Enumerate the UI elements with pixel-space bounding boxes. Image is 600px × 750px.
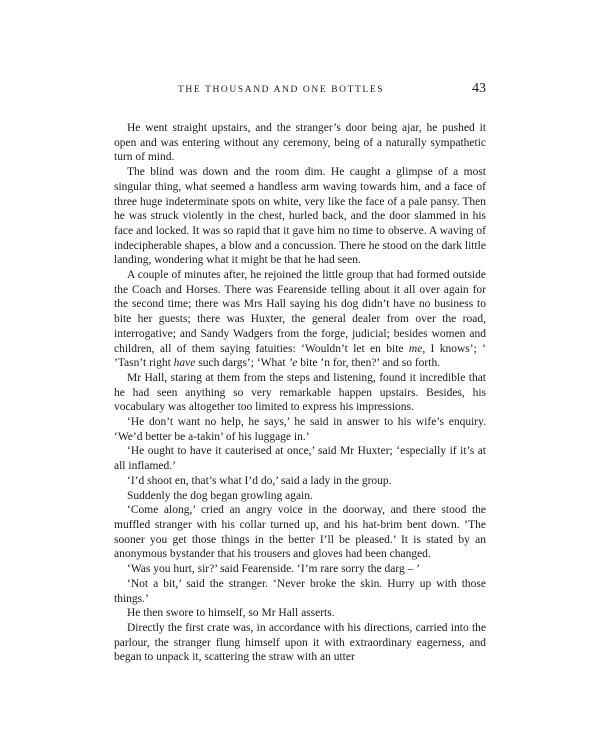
text-run: , I knows’; ‘ ’Tasn’t right xyxy=(114,342,486,370)
text-run: ‘He don’t want no help, he says,’ he said in answer to his wife’s enquiry. ‘We’d better be a-takin’ of his luggage in.’ xyxy=(114,416,486,443)
paragraph xyxy=(114,415,486,444)
text-run: A couple of minutes after, he rejoined the little group that had formed outside the Coach and Horses. There was Fearenside telling about it all over again for the second time; there was Mrs Hall saying his dog didn’t have no business to bite her guests; there was Huxter, the general dealer from over the road, interrogative; and Sandy Wadgers from the forge, judicial; besides women and children, all of them saying fatuities: ‘Wouldn’t let en bite xyxy=(114,269,486,355)
paragraph xyxy=(114,562,486,577)
text-run: ‘Was you hurt, sir?’ said Fearenside. ‘I’m rare sorry the darg – ’ xyxy=(127,563,421,576)
paragraph xyxy=(114,606,486,621)
text-run: such dargs’; ‘What xyxy=(195,357,289,370)
text-run: He went straight upstairs, and the stranger’s door being ajar, he pushed it open and was entering without any ceremony, being of a naturally sympathetic turn of mind. xyxy=(114,122,486,164)
paragraph xyxy=(114,371,486,415)
paragraph xyxy=(114,165,486,268)
text-run: He then swore to himself, so Mr Hall asserts. xyxy=(127,607,335,620)
body-text xyxy=(114,121,486,665)
text-run: The blind was down and the room dim. He caught a glimpse of a most singular thing, what seemed a handless arm waving towards him, and a face of three huge indeterminate spots on white, very like the face of a pale pansy. Then he was struck violently in the chest, hurled back, and the door slammed in his face and locked. It was so rapid that it gave him no time to observe. A waving of indecipherable shapes, a blow and a concussion. There he stood on the dark little landing, wondering what it might be that he had seen. xyxy=(114,166,486,267)
text-run: ‘I’d shoot en, that’s what I’d do,’ said a lady in the group. xyxy=(127,474,392,487)
text-run: ‘Come along,’ cried an angry voice in the doorway, and there stood the muffled stranger with his collar turned up, and his hat-brim bent down. ‘The sooner you get those things in the better I’ll be pleased.’ It is stated by an anonymous bystander that his trousers and gloves had been changed. xyxy=(114,504,486,561)
running-head xyxy=(114,82,486,98)
text-run: ‘Not a bit,’ said the stranger. ‘Never broke the skin. Hurry up with those things.’ xyxy=(114,577,486,605)
text-run: bite ’n for, then?’ and so forth. xyxy=(297,357,441,370)
paragraph xyxy=(114,503,486,562)
text-run: Suddenly the dog began growling again. xyxy=(127,489,313,502)
paragraph xyxy=(114,444,486,473)
running-title: THE THOUSAND AND ONE BOTTLES xyxy=(178,85,385,95)
paragraph xyxy=(114,268,486,371)
text-run: ‘He ought to have it cauterised at once,’ said Mr Huxter; ‘especially if it’s at all inflamed.’ xyxy=(114,445,486,473)
page-number: 43 xyxy=(472,81,486,96)
paragraph xyxy=(114,121,486,165)
paragraph xyxy=(114,621,486,665)
paragraph xyxy=(114,577,486,606)
text-run: Directly the first crate was, in accordance with his directions, carried into the parlour, the stranger flung himself upon it with extraordinary eagerness, and began to unpack it, scattering the straw with an utter xyxy=(114,621,486,664)
italic-text: ’e xyxy=(288,357,298,370)
paragraph xyxy=(114,474,486,489)
paragraph xyxy=(114,489,486,504)
italic-text: me xyxy=(408,342,423,355)
italic-text: have xyxy=(173,357,196,370)
text-run: Mr Hall, staring at them from the steps and listening, found it incredible that he had seen anything so very remarkable happen upstairs. Besides, his vocabulary was altogether too limited to express his impressions. xyxy=(114,371,486,414)
